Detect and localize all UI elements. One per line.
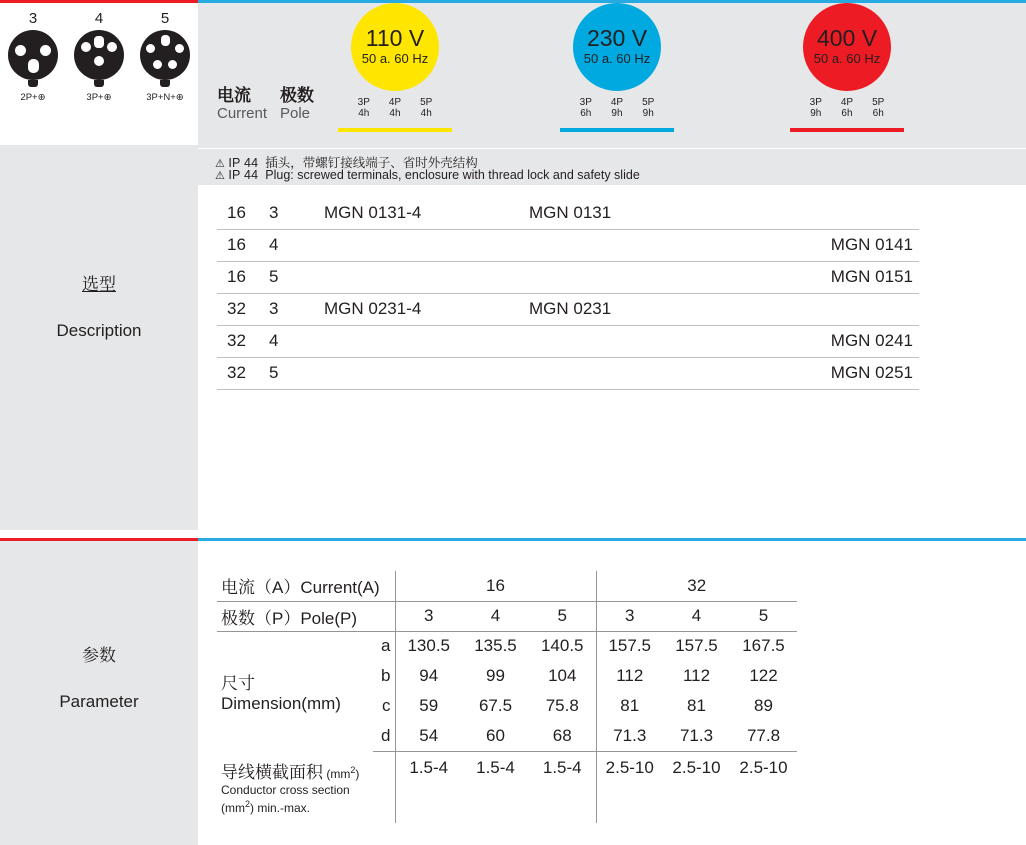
pin-pole: 4P <box>840 97 854 108</box>
dim-a-32-4: 157.5 <box>675 636 718 656</box>
cell-model-110 <box>324 357 529 389</box>
pole-32-3: 3 <box>596 601 663 631</box>
pin-clock: 9h <box>642 108 654 119</box>
pin-positions-400 <box>768 97 926 119</box>
cell-pole: 4 <box>269 229 324 261</box>
cell-pole: 3 <box>269 197 324 229</box>
description-label-cn: 选型 <box>82 275 116 294</box>
table-row <box>217 357 919 389</box>
pin-clock: 6h <box>841 108 853 119</box>
description-label-block <box>0 270 198 341</box>
ip-note-text-cn: 插头，带螺钉接线端子、省时外壳结构 <box>265 156 478 170</box>
voltage-group-400 <box>768 3 926 132</box>
row-label-current: 电流（A）Current(A) <box>217 571 395 601</box>
selection-left-column <box>0 0 198 530</box>
cell-current: 16 <box>217 261 269 293</box>
plug-diagram-4pole <box>68 11 130 103</box>
conductor-en-post: ) min.-max. <box>250 800 311 815</box>
conductor-label-en-line1: Conductor cross section <box>221 782 350 797</box>
table-row <box>217 229 919 261</box>
dimension-key-c: c <box>373 691 395 721</box>
dim-c-16-4: 67.5 <box>478 696 513 715</box>
cond-16-5: 1.5-4 <box>529 751 596 823</box>
voltage-badge-400 <box>803 3 891 91</box>
dim-b-16-5: 104 <box>529 661 596 691</box>
dim-a-16-5: 140.5 <box>529 631 596 661</box>
dim-a-32-5: 167.5 <box>742 636 785 656</box>
voltage-value-110: 110 V <box>365 25 425 51</box>
pole-32-5: 5 <box>730 601 797 631</box>
voltage-group-230 <box>538 3 696 132</box>
ip-note-text-en: Plug: screwed terminals, enclosure with thread lock and safety slide <box>265 168 640 182</box>
cell-model-110 <box>324 325 529 357</box>
dim-c-32-5: 89 <box>754 696 773 715</box>
voltage-underline-400 <box>790 128 904 132</box>
table-row-conductor <box>217 751 797 823</box>
pin-positions-110 <box>316 97 474 119</box>
cell-model-230 <box>529 229 729 261</box>
conductor-label-cn: 导线横截面积 <box>221 762 323 782</box>
cell-model-400: MGN 0151 <box>729 261 919 293</box>
plug-config-label: 2P+⊕ <box>20 92 46 103</box>
dim-c-32-4: 81 <box>687 696 706 715</box>
pin-position <box>642 97 654 119</box>
cell-model-230: MGN 0131 <box>529 197 729 229</box>
cell-model-110 <box>324 229 529 261</box>
pin-position <box>358 97 370 119</box>
dim-d-16-5: 68 <box>529 721 596 751</box>
plug-diagram-panel <box>0 0 198 145</box>
current-group-32: 32 <box>596 571 797 601</box>
table-row <box>217 293 919 325</box>
parameter-label-cn: 参数 <box>82 646 116 665</box>
pin-clock: 9h <box>810 108 822 119</box>
pin-clock: 6h <box>872 108 884 119</box>
cell-model-230: MGN 0231 <box>529 293 729 325</box>
pin-position <box>580 97 592 119</box>
cell-pole: 5 <box>269 261 324 293</box>
pin-position <box>810 97 822 119</box>
parameter-right-column <box>198 538 1026 845</box>
table-row <box>217 197 919 229</box>
cond-32-4: 2.5-10 <box>672 757 721 777</box>
dimension-label-en: Dimension(mm) <box>221 693 341 713</box>
warning-icon: ⚠ <box>215 170 225 182</box>
table-row <box>217 261 919 293</box>
pole-32-4: 4 <box>663 601 730 631</box>
dim-b-16-4: 99 <box>486 666 505 685</box>
header-current <box>217 87 267 123</box>
dim-b-32-4: 112 <box>682 666 711 685</box>
cell-model-400 <box>729 293 919 325</box>
voltage-freq-400: 50 a. 60 Hz <box>813 51 881 66</box>
cell-current: 32 <box>217 357 269 389</box>
pin-clock: 4h <box>389 108 401 119</box>
pin-clock: 9h <box>611 108 623 119</box>
dim-b-32-5: 122 <box>749 666 778 685</box>
dimension-key-a: a <box>373 631 395 661</box>
dimension-label <box>217 631 373 751</box>
cell-model-230 <box>529 261 729 293</box>
cell-model-110 <box>324 261 529 293</box>
header-pole-cn: 极数 <box>280 86 314 105</box>
plug-diagram-row <box>0 11 198 103</box>
cond-16-4: 1.5-4 <box>476 757 515 777</box>
dim-a-16-3: 130.5 <box>407 636 451 656</box>
cell-current: 32 <box>217 293 269 325</box>
dim-c-16-5: 75.8 <box>529 691 596 721</box>
voltage-freq-110: 50 a. 60 Hz <box>361 51 429 66</box>
current-group-16: 16 <box>395 571 596 601</box>
voltage-value-400: 400 V <box>816 25 878 51</box>
header-current-en: Current <box>217 105 268 122</box>
cell-pole: 3 <box>269 293 324 325</box>
dim-a-16-4: 135.5 <box>474 636 517 656</box>
dim-d-32-4: 71.3 <box>663 721 730 751</box>
pin-pole: 5P <box>642 97 655 108</box>
pin-position <box>841 97 853 119</box>
voltage-header-band <box>198 3 1026 148</box>
table-row-pole <box>217 601 797 631</box>
table-row <box>217 325 919 357</box>
plug-3-icon <box>8 30 58 80</box>
dim-d-32-3: 71.3 <box>596 721 663 751</box>
cell-current: 16 <box>217 197 269 229</box>
plug-pole-number: 5 <box>160 10 170 27</box>
dimension-label-cn: 尺寸 <box>221 673 255 693</box>
plug-4-icon <box>74 30 124 80</box>
conductor-label: 导线横截面积 $(mm^2)$ Conductor cross section $(mm^2)$ min.-max. <box>217 751 395 823</box>
voltage-badge-230 <box>573 3 661 91</box>
dim-b-16-3: 94 <box>419 666 439 685</box>
voltage-underline-230 <box>560 128 674 132</box>
plug-5-icon <box>140 30 190 80</box>
cond-32-3: 2.5-10 <box>605 757 654 777</box>
pin-position <box>611 97 623 119</box>
pin-pole: 3P <box>579 97 592 108</box>
dim-d-16-3: 54 <box>395 721 462 751</box>
model-selection-table <box>217 197 919 390</box>
pin-pole: 4P <box>388 97 402 108</box>
conductor-label-en-line2: $(mm^2)$ min.-max. <box>221 798 311 815</box>
cell-current: 32 <box>217 325 269 357</box>
table-row-dimension-a <box>217 631 797 661</box>
plug-key-tab <box>160 80 170 87</box>
conductor-en-pre: (mm <box>221 800 245 815</box>
pin-clock: 4h <box>358 108 370 119</box>
plug-config-label: 3P+⊕ <box>86 92 112 103</box>
parameter-left-column <box>0 538 198 845</box>
pin-pole: 3P <box>357 97 370 108</box>
header-pole-en: Pole <box>280 105 311 122</box>
pin-pole: 5P <box>872 97 885 108</box>
parameter-section <box>0 538 1026 845</box>
plug-diagram-5pole <box>134 11 196 103</box>
dim-b-32-3: 112 <box>616 666 644 685</box>
voltage-value-230: 230 V <box>586 25 648 51</box>
cell-model-400 <box>729 197 919 229</box>
cell-model-400: MGN 0141 <box>729 229 919 261</box>
pole-16-4: 4 <box>462 601 529 631</box>
cell-model-230 <box>529 357 729 389</box>
cond-16-3: 1.5-4 <box>409 757 449 777</box>
ip-rating-notes <box>198 148 1026 185</box>
description-label-en: Description <box>56 321 142 340</box>
pin-pole: 5P <box>420 97 433 108</box>
pin-clock: 4h <box>420 108 432 119</box>
header-pole <box>280 87 314 123</box>
voltage-badge-110 <box>351 3 439 91</box>
ip-rating-en: IP 44 <box>228 168 259 182</box>
warning-icon: ⚠ <box>215 158 225 170</box>
pin-position <box>420 97 432 119</box>
cell-pole: 4 <box>269 325 324 357</box>
header-current-cn: 电流 <box>217 86 251 105</box>
ip-note-en <box>215 168 640 182</box>
cell-pole: 5 <box>269 357 324 389</box>
pin-positions-230 <box>538 97 696 119</box>
plug-key-tab <box>28 80 38 87</box>
voltage-group-110 <box>316 3 474 132</box>
plug-config-label: 3P+N+⊕ <box>146 92 184 103</box>
cell-model-230 <box>529 325 729 357</box>
voltage-freq-230: 50 a. 60 Hz <box>583 51 651 66</box>
dim-d-32-5: 77.8 <box>730 721 797 751</box>
pin-pole: 4P <box>610 97 624 108</box>
pole-16-5: 5 <box>529 601 596 631</box>
pole-16-3: 3 <box>395 601 462 631</box>
parameter-label-en: Parameter <box>59 692 139 711</box>
dim-a-32-3: 157.5 <box>608 636 652 656</box>
plug-pole-number: 4 <box>94 10 104 27</box>
table-row-current <box>217 571 797 601</box>
pin-position <box>389 97 401 119</box>
parameter-table <box>217 571 797 823</box>
dimension-key-d: d <box>373 721 395 751</box>
cell-current: 16 <box>217 229 269 261</box>
ip-rating-cn: IP 44 <box>228 156 259 170</box>
plug-pole-number: 3 <box>28 10 38 27</box>
row-label-pole: 极数（P）Pole(P) <box>217 601 395 631</box>
parameter-label-block <box>0 641 198 712</box>
plug-diagram-3pole <box>2 11 64 103</box>
dim-c-32-3: 81 <box>620 696 640 715</box>
plug-key-tab <box>94 80 104 87</box>
cell-model-400: MGN 0241 <box>729 325 919 357</box>
pin-clock: 6h <box>580 108 592 119</box>
cell-model-400: MGN 0251 <box>729 357 919 389</box>
cell-model-110: MGN 0231-4 <box>324 293 529 325</box>
cell-model-110: MGN 0131-4 <box>324 197 529 229</box>
pin-position <box>872 97 884 119</box>
conductor-unit-cn: mm <box>330 766 351 781</box>
dimension-key-b: b <box>373 661 395 691</box>
pin-pole: 3P <box>809 97 822 108</box>
selection-right-column <box>198 0 1026 530</box>
cond-32-5: 2.5-10 <box>739 757 788 777</box>
voltage-underline-110 <box>338 128 452 132</box>
dim-c-16-3: 59 <box>419 696 439 715</box>
dim-d-16-4: 60 <box>462 721 529 751</box>
